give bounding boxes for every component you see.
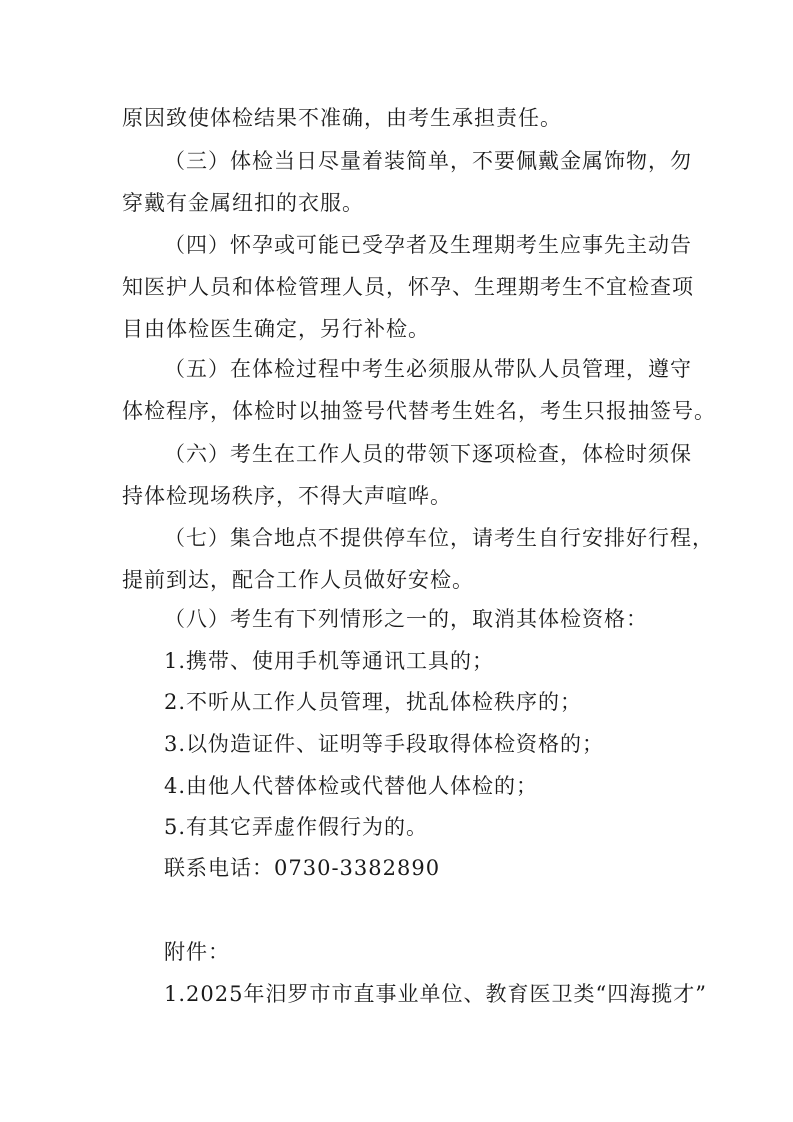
list-item-2: 2.不听从工作人员管理，扰乱体检秩序的； — [164, 690, 583, 714]
item-4-line-1: （四）怀孕或可能已受孕者及生理期考生应事先主动告 — [164, 233, 692, 257]
item-4-line-2: 知医护人员和体检管理人员，怀孕、生理期考生不宜检查项 — [122, 275, 694, 299]
item-7-line-1: （七）集合地点不提供停车位，请考生自行安排好行程， — [164, 526, 714, 550]
list-item-3: 3.以伪造证件、证明等手段取得体检资格的； — [164, 732, 605, 756]
item-7-line-2: 提前到达，配合工作人员做好安检。 — [122, 568, 474, 592]
item-3-line-1: （三）体检当日尽量着装简单，不要佩戴金属饰物，勿 — [164, 149, 692, 173]
item-5-line-1: （五）在体检过程中考生必须服从带队人员管理，遵守 — [164, 357, 692, 381]
attachments-label: 附件： — [164, 940, 230, 964]
list-item-1: 1.携带、使用手机等通讯工具的； — [164, 649, 495, 673]
item-5-line-2: 体检程序，体检时以抽签号代替考生姓名，考生只报抽签号。 — [122, 399, 716, 423]
list-item-5: 5.有其它弄虚作假行为的。 — [164, 815, 429, 839]
contact-phone: 联系电话：0730-3382890 — [164, 856, 441, 880]
item-4-line-3: 目由体检医生确定，另行补检。 — [122, 317, 430, 341]
item-6-line-1: （六）考生在工作人员的带领下逐项检查，体检时须保 — [164, 442, 692, 466]
list-item-4: 4.由他人代替体检或代替他人体检的； — [164, 774, 539, 798]
item-8-heading: （八）考生有下列情形之一的，取消其体检资格： — [164, 607, 648, 631]
attachment-1: 1.2025年汨罗市市直事业单位、教育医卫类“四海揽才” — [164, 982, 707, 1006]
item-6-line-2: 持体检现场秩序，不得大声喧哗。 — [122, 484, 452, 508]
paragraph-continuation: 原因致使体检结果不准确，由考生承担责任。 — [122, 106, 562, 130]
item-3-line-2: 穿戴有金属纽扣的衣服。 — [122, 191, 364, 215]
